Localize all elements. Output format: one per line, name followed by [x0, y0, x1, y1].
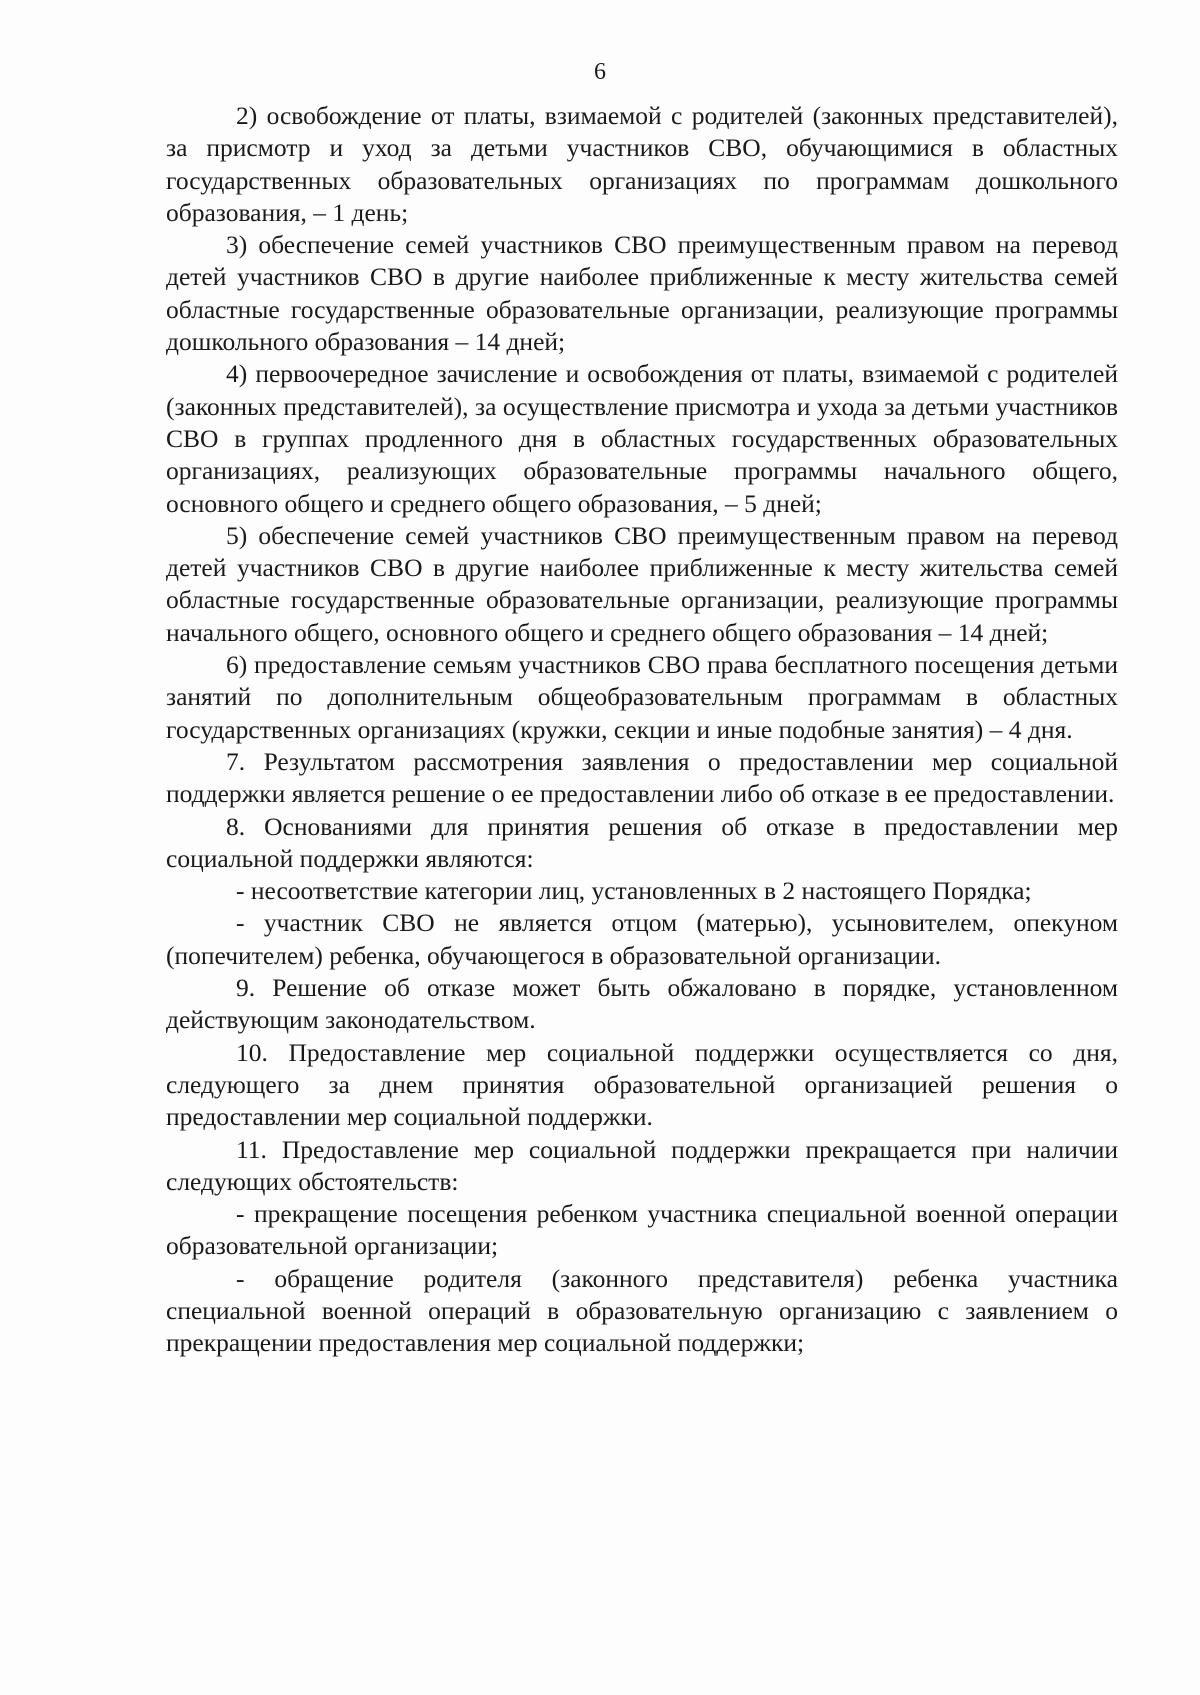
paragraph-11: 11. Предоставление мер социальной поддержки прекращается при наличии следующих обстоятельств:	[166, 1134, 1118, 1196]
paragraph-item-2: 2) освобождение от платы, взимаемой с родителей (законных представителей), за присмотр и уход за детьми участников СВО, обучающимися в областных государственных образовательных организациях по программам дошкольного образования, – 1 день;	[166, 101, 1118, 227]
paragraph-item-3: 3) обеспечение семей участников СВО преимущественным правом на перевод детей участников СВО в другие наиболее приближенные к месту жительства семей областные государственные образовательные организации, реализующие программы дошкольного образования – 14 дней;	[166, 230, 1118, 357]
paragraph-item-6: 6) предоставление семьям участников СВО права бесплатного посещения детьми занятий по дополнительным общеобразовательным программам в областных государственных организациях (кружки, секции и иные подобные занятия) – 4 дня.	[166, 650, 1118, 744]
paragraph-10: 10. Предоставление мер социальной поддержки осуществляется со дня, следующего за днем принятия образовательной организацией решения о предоставлении мер социальной поддержки.	[166, 1037, 1118, 1132]
paragraph-11-bullet-1: - прекращение посещения ребенком участника специальной военной операции образовательной организации;	[166, 1199, 1118, 1261]
paragraph-8: 8. Основаниями для принятия решения об отказе в предоставлении мер социальной поддержки являются:	[166, 811, 1118, 873]
paragraph-9: 9. Решение об отказе может быть обжаловано в порядке, установленном действующим законодательством.	[166, 973, 1118, 1035]
paragraph-11-bullet-2: - обращение родителя (законного представителя) ребенка участника специальной военной операций в образовательную организацию с заявлением о прекращении предоставления мер социальной поддержки;	[166, 1263, 1118, 1358]
document-body	[166, 100, 1118, 1360]
paragraph-8-bullet-1: - несоответствие категории лиц, установленных в 2 настоящего Порядка;	[236, 876, 1032, 906]
paragraph-7: 7. Результатом рассмотрения заявления о предоставлении мер социальной поддержки является решение о ее предоставлении либо об отказе в ее предоставлении.	[166, 746, 1118, 809]
paragraph-item-5: 5) обеспечение семей участников СВО преимущественным правом на перевод детей участников СВО в другие наиболее приближенные к месту жительства семей областные государственные образовательные организации, реализующие программы начального общего, основного общего и среднего общего образования – 14 дней;	[166, 520, 1118, 647]
paragraph-8-bullet-2: - участник СВО не является отцом (матерью), усыновителем, опекуном (попечителем) ребенка, обучающегося в образовательной организации.	[166, 908, 1118, 970]
page-number: 6	[594, 59, 606, 85]
paragraph-item-4: 4) первоочередное зачисление и освобождения от платы, взимаемой с родителей (законных представителей), за осуществление присмотра и ухода за детьми участников СВО в группах продленного дня в областных государственных образовательных организациях, реализующих образовательные программы начального общего, основного общего и среднего общего образования, – 5 дней;	[166, 359, 1118, 518]
